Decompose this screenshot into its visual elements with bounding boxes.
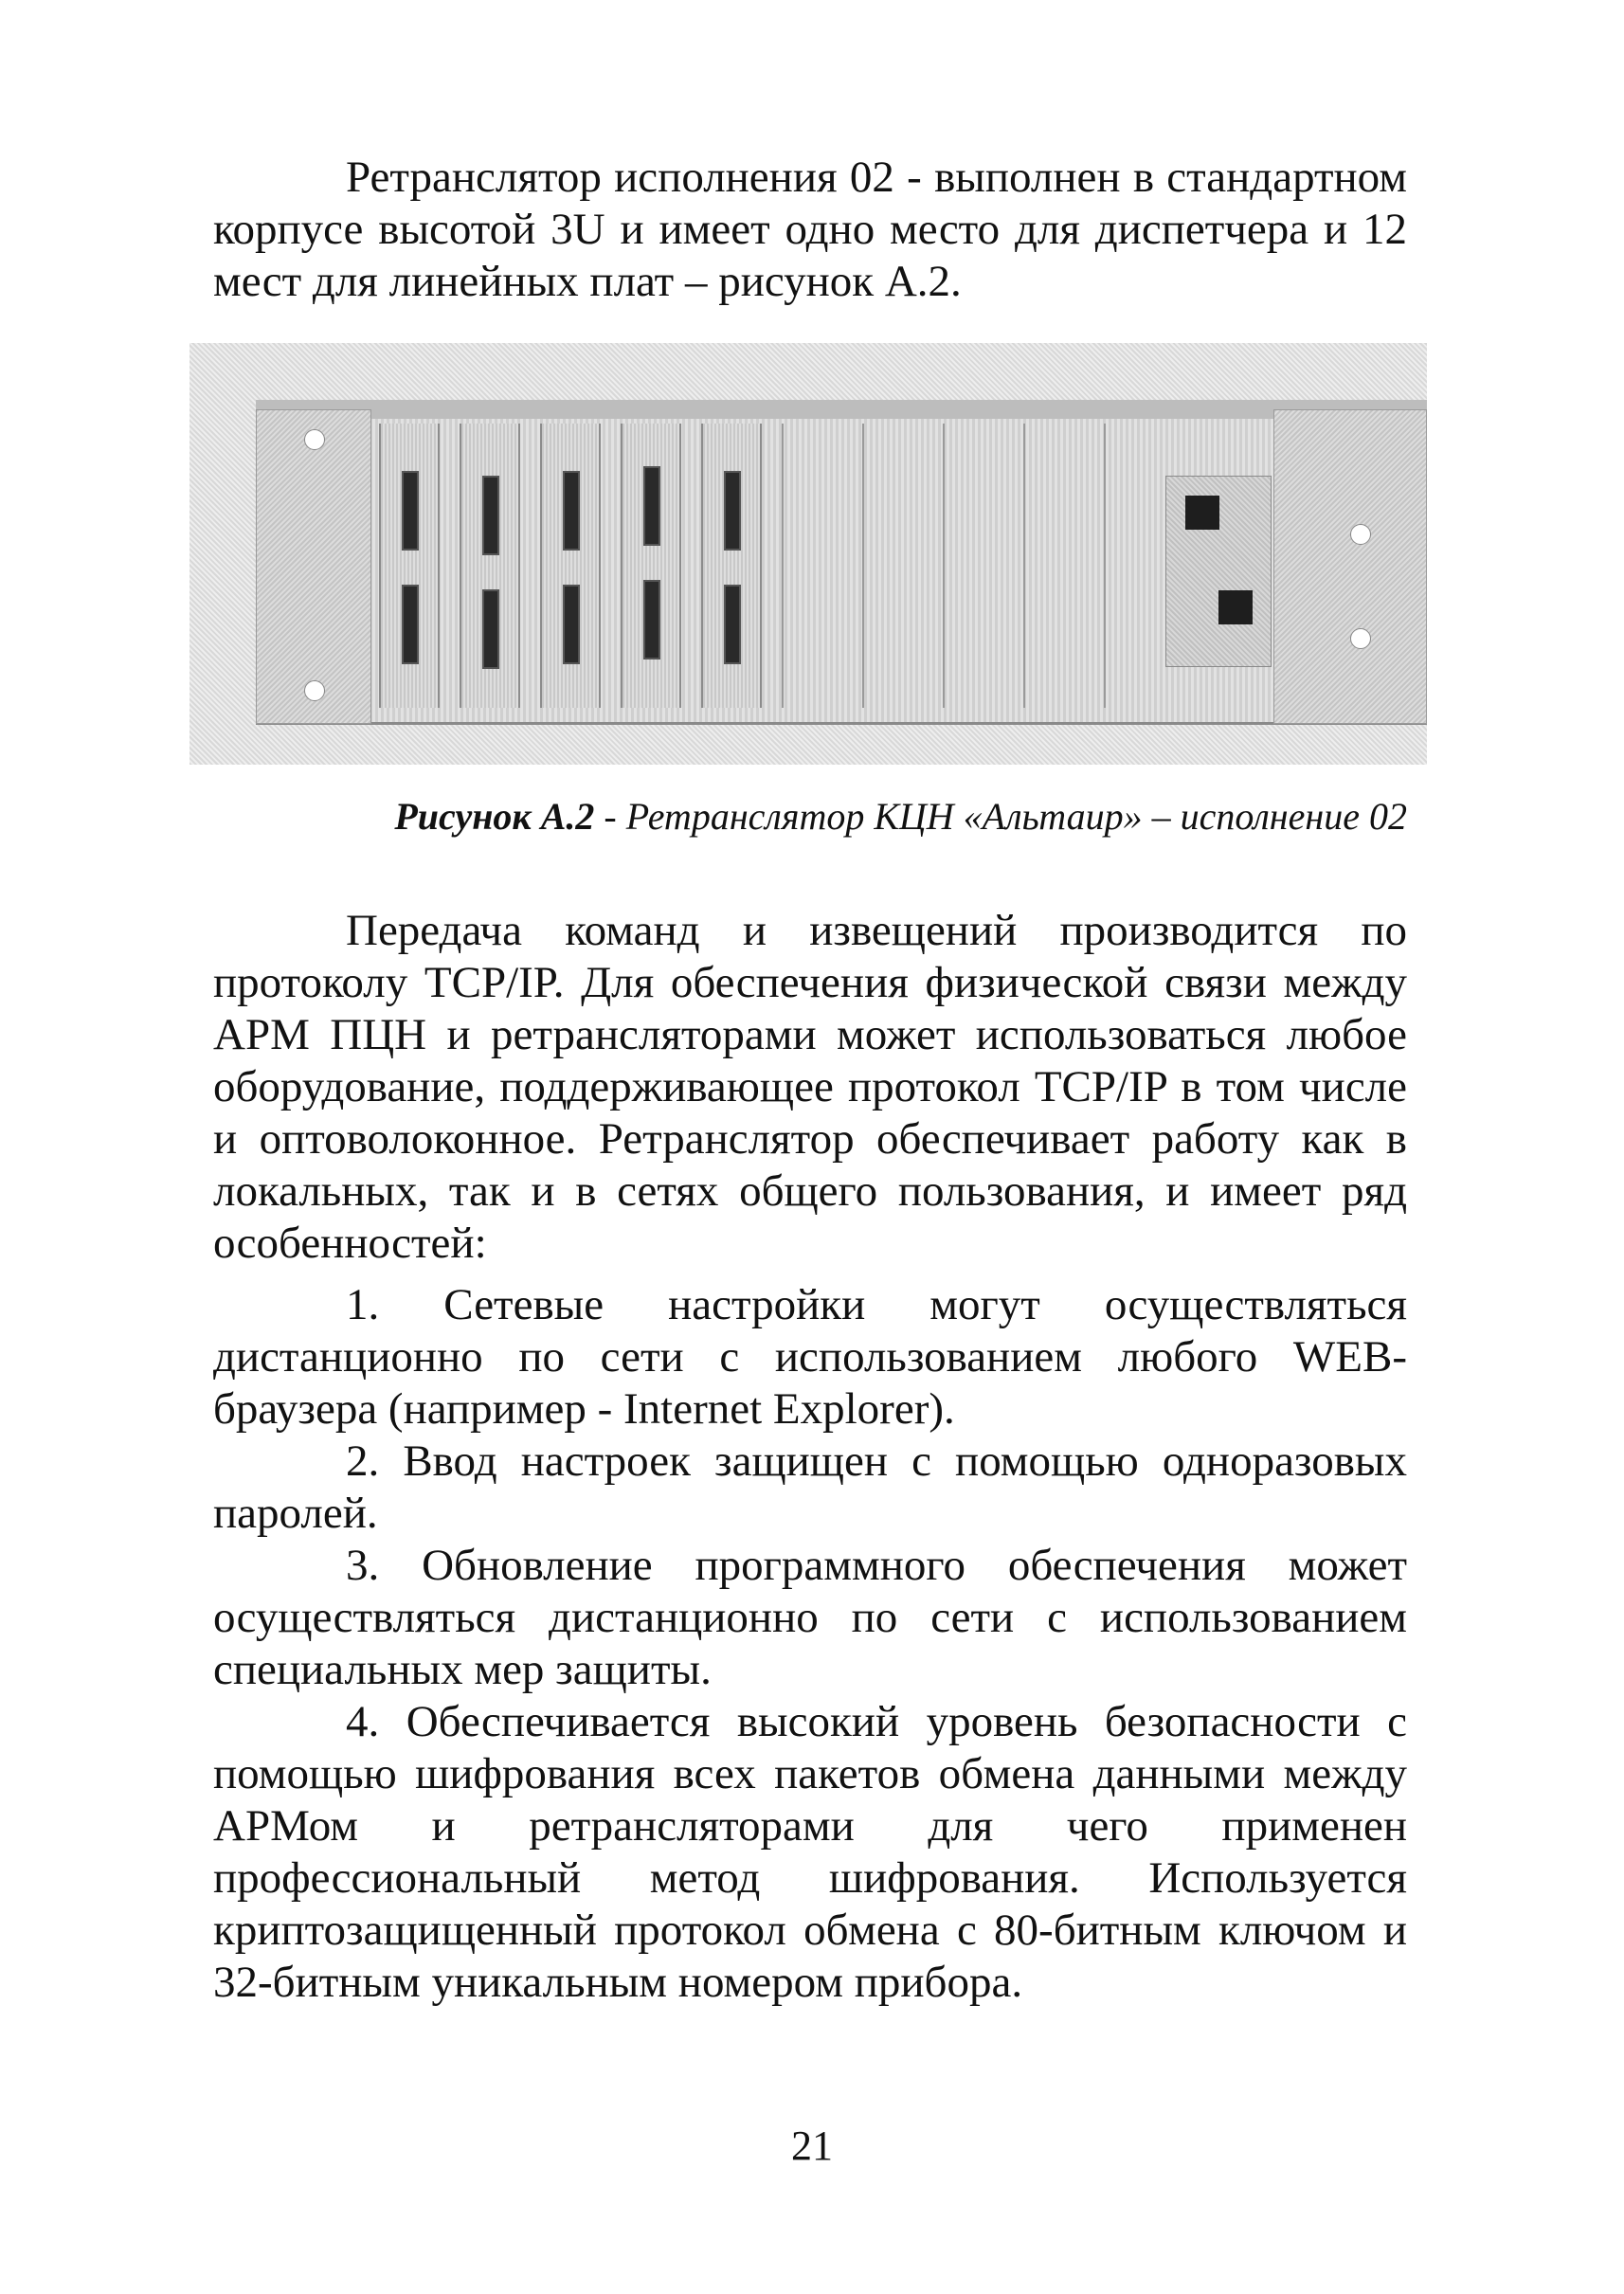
power-socket-icon (1218, 590, 1253, 624)
figure-caption (213, 794, 1407, 840)
line-card (540, 424, 601, 708)
rack-left-ear (256, 409, 371, 724)
blank-slot (862, 424, 940, 708)
figure-caption-label: Рисунок А.2 (394, 795, 595, 838)
blank-slot (943, 424, 1020, 708)
list-item: 2. Ввод настроек защищен с помощью одноразовых паролей. (213, 1436, 1407, 1538)
rack-top-panel (256, 400, 1427, 421)
body-paragraph: Передача команд и извещений производится по протоколу TCP/IP. Для обеспечения физической связи между АРМ ПЦН и ретрансляторами может использоваться любое оборудование, поддерживающее протокол TCP/IP в том числе и оптоволоконное. Ретранслятор обеспечивает работу как в локальных, так и в сетях общего пользования, и имеет ряд особенностей: (213, 906, 1407, 1268)
list-item: 1. Сетевые настройки могут осуществляться дистанционно по сети с использованием любого WEB-браузера (например - Internet Explorer). (213, 1280, 1407, 1434)
power-switch-icon (1185, 496, 1219, 530)
blank-slot (782, 424, 859, 708)
line-card (621, 424, 681, 708)
line-card (460, 424, 520, 708)
page-number: 21 (791, 2122, 833, 2169)
figure-caption-text: - Ретранслятор КЦН «Альтаир» – исполнение 02 (594, 795, 1407, 838)
rack-right-ear (1273, 409, 1427, 724)
list-item: 3. Обновление программного обеспечения может осуществляться дистанционно по сети с использованием специальных мер защиты. (213, 1541, 1407, 1694)
repeater-photo (189, 343, 1427, 765)
list-item: 4. Обеспечивается высокий уровень безопасности с помощью шифрования всех пакетов обмена данными между АРМом и ретрансляторами для чего применен профессиональный метод шифрования. Используется криптозащищенный протокол обмена с 80-битным ключом и 32-битным уникальным номером прибора. (213, 1697, 1407, 2007)
line-card (379, 424, 440, 708)
intro-paragraph: Ретранслятор исполнения 02 - выполнен в стандартном корпусе высотой 3U и имеет одно место для диспетчера и 12 мест для линейных плат – рисунок А.2. (213, 153, 1407, 306)
line-card (701, 424, 762, 708)
blank-slot (1023, 424, 1101, 708)
power-supply-unit (1165, 476, 1272, 667)
